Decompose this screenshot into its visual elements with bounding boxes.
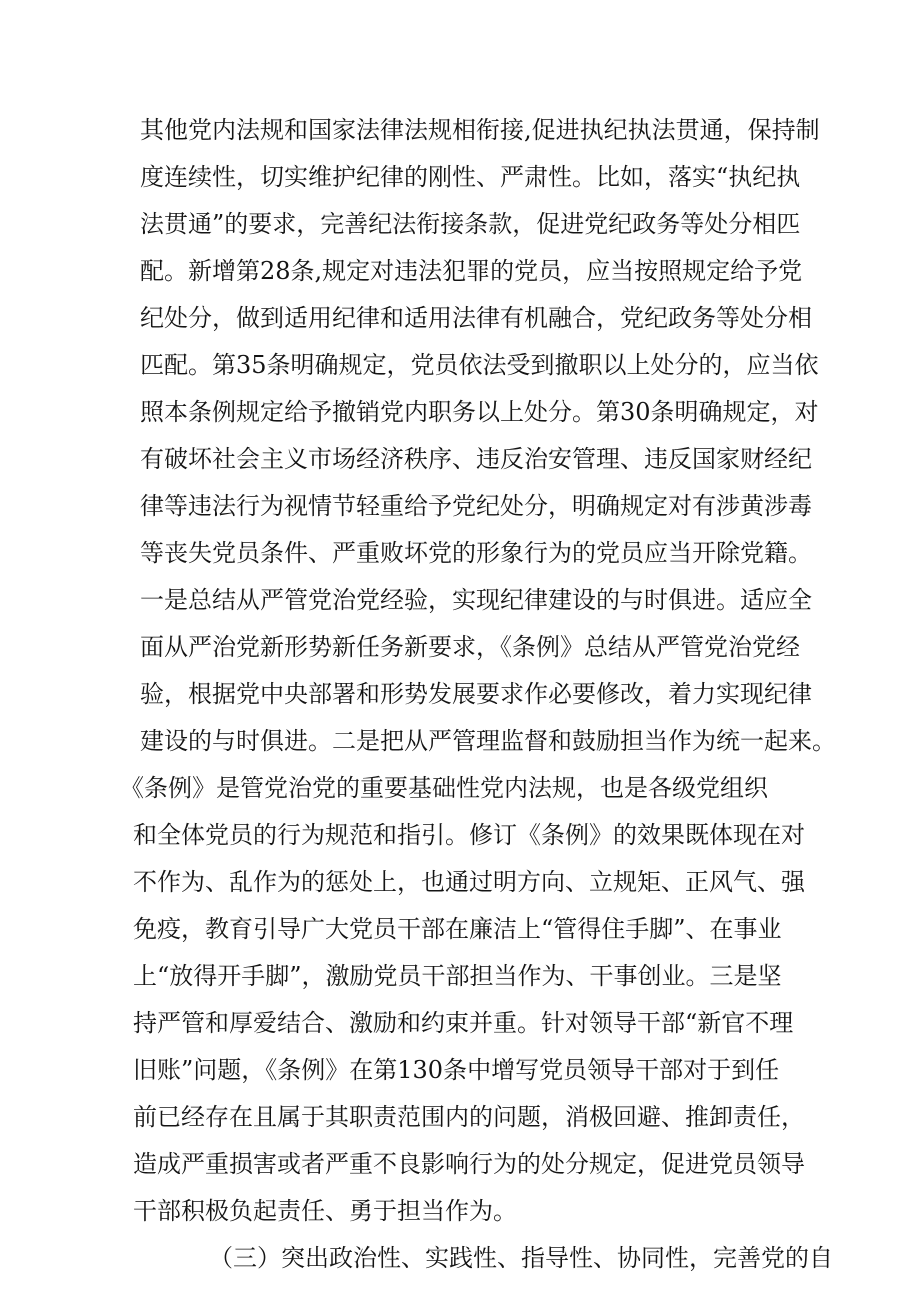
text-line: 面从严治党新形势新任务新要求，《条例》总结从严管党治党经 [140, 633, 800, 661]
text-line: 有破坏社会主义市场经济秩序、违反治安管理、违反国家财经纪 [140, 445, 812, 473]
text-line: 前已经存在且属于其职责范围内的问题，消极回避、推卸责任， [133, 1103, 805, 1131]
text-line: 等丧失党员条件、严重败坏党的形象行为的党员应当开除党籍。 [140, 539, 812, 567]
text-line: 配。新增第28条,规定对违法犯罪的党员，应当按照规定给予党 [140, 257, 803, 285]
text-line: 干部积极负起责任、勇于担当作为。 [133, 1197, 517, 1225]
text-line: 一是总结从严管党治党经验，实现纪律建设的与时俱进。适应全 [140, 586, 812, 614]
text-line: 和全体党员的行为规范和指引。修订《条例》的效果既体现在对 [133, 821, 805, 849]
text-line: 律等违法行为视情节轻重给予党纪处分，明确规定对有涉黄涉毒 [140, 492, 812, 520]
text-line: 不作为、乱作为的惩处上，也通过明方向、立规矩、正风气、强 [133, 868, 805, 896]
text-line: 匹配。第35条明确规定，党员依法受到撤职以上处分的，应当依 [140, 351, 819, 379]
text-line: 造成严重损害或者严重不良影响行为的处分规定，促进党员领导 [133, 1150, 805, 1178]
text-line: 旧账”问题，《条例》在第130条中增写党员领导干部对于到任 [133, 1056, 780, 1084]
text-line: 度连续性，切实维护纪律的刚性、严肃性。比如，落实“执纪执 [140, 163, 801, 191]
text-line: 法贯通”的要求，完善纪法衔接条款，促进党纪政务等处分相匹 [140, 210, 801, 238]
text-line: 照本条例规定给予撤销党内职务以上处分。第30条明确规定，对 [140, 398, 819, 426]
text-line: 上“放得开手脚”，激励党员干部担当作为、干事创业。三是坚 [133, 962, 782, 990]
text-line: 纪处分，做到适用纪律和适用法律有机融合，党纪政务等处分相 [140, 304, 812, 332]
text-line: 持严管和厚爱结合、激励和约束并重。针对领导干部“新官不理 [133, 1009, 794, 1037]
text-line: 验，根据党中央部署和形势发展要求作必要修改，着力实现纪律 [140, 680, 812, 708]
text-line: 其他党内法规和国家法律法规相衔接,促进执纪执法贯通，保持制 [140, 116, 820, 144]
text-line: 建设的与时俱进。二是把从严管理监督和鼓励担当作为统一起来。 [140, 727, 836, 755]
text-line: 《条例》是管党治党的重要基础性党内法规，也是各级党组织 [120, 774, 768, 802]
section-heading: （三）突出政治性、实践性、指导性、协同性，完善党的自 [209, 1244, 833, 1272]
text-line: 免疫，教育引导广大党员干部在廉洁上“管得住手脚”、在事业 [133, 915, 782, 943]
